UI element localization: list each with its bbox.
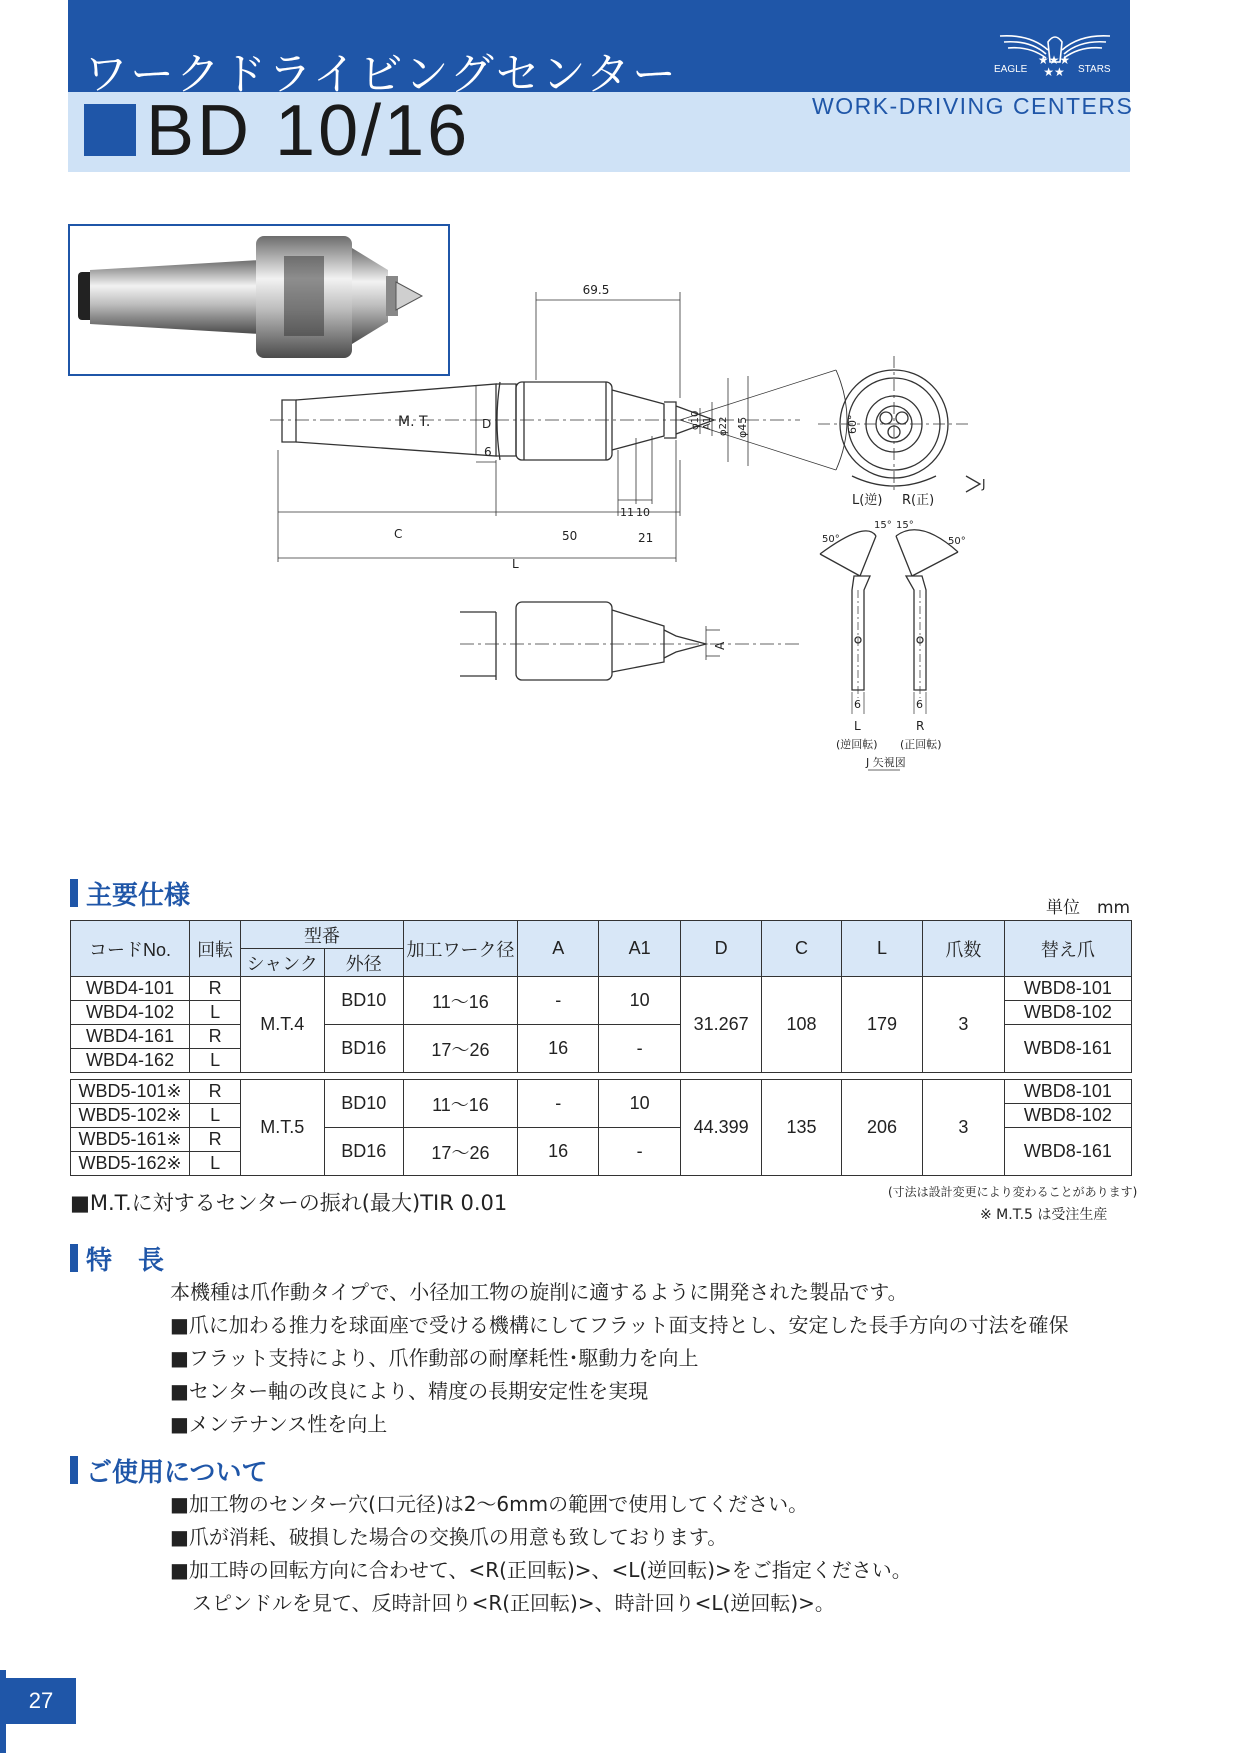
th-code: コードNo.	[71, 921, 190, 977]
angle-50-right: 50°	[948, 536, 966, 547]
dim-21: 21	[638, 531, 654, 545]
th-a: A	[517, 921, 598, 977]
dim-a: A	[713, 641, 727, 650]
eagle-stars-logo	[990, 26, 1120, 86]
dim-l: L	[512, 557, 519, 571]
th-rotation: 回転	[190, 921, 241, 977]
page-title: ワークドライビングセンター	[84, 49, 679, 100]
th-c: C	[762, 921, 841, 977]
dim-6-left: 6	[854, 698, 861, 711]
dim-phi45: φ45	[736, 416, 749, 438]
feature-line: ■爪に加わる推力を球面座で受ける機構にしてフラット面支持とし、安定した長手方向の寸法を確保	[170, 1313, 1069, 1337]
th-shank: シャンク	[241, 949, 324, 977]
dim-phi22: φ22	[718, 416, 729, 436]
th-claws: 爪数	[923, 921, 1004, 977]
mt5-order-note: ※ M.T.5 は受注生産	[980, 1207, 1108, 1223]
usage-line: ■加工物のセンター穴(口元径)は2～6mmの範囲で使用してください。	[170, 1492, 809, 1516]
angle-15-right: 15°	[896, 520, 914, 531]
feature-line: ■メンテナンス性を向上	[170, 1412, 388, 1436]
runout-note: ■M.T.に対するセンターの振れ(最大)TIR 0.01	[70, 1191, 508, 1215]
english-title: WORK-DRIVING CENTERS	[812, 93, 1134, 119]
th-l: L	[841, 921, 922, 977]
table-row: WBD4-101 R M.T.4 BD10 11～16 - 10 31.267 108 179 3 WBD8-101	[71, 977, 1132, 1001]
usage-line: ■加工時の回転方向に合わせて、<R(正回転)>、<L(逆回転)>をご指定ください。	[170, 1558, 912, 1582]
label-reverse-rotation: (逆回転)	[836, 738, 878, 751]
spec-table	[70, 920, 1132, 1176]
label-forward-rotation: (正回転)	[900, 738, 942, 751]
dim-50: 50	[562, 529, 578, 543]
feature-line: 本機種は爪作動タイプで、小径加工物の旋削に適するように開発された製品です。	[170, 1280, 908, 1304]
th-model: 型番	[241, 921, 404, 949]
table-row: WBD5-161※ R BD16 17～26 16 - WBD8-161	[71, 1128, 1132, 1152]
page-number: 27	[6, 1678, 76, 1724]
th-d: D	[680, 921, 761, 977]
dim-69-5: 69.5	[582, 283, 610, 297]
label-d: D	[482, 417, 492, 431]
th-spare: 替え爪	[1004, 921, 1131, 977]
feature-line: ■センター軸の改良により、精度の長期安定性を実現	[170, 1379, 649, 1403]
dim-6: 6	[484, 445, 492, 459]
table-row: WBD4-102 L WBD8-102	[71, 1001, 1132, 1025]
label-j: J	[982, 477, 986, 491]
dim-10: 10	[636, 506, 650, 519]
table-row: WBD5-162※ L	[71, 1152, 1132, 1176]
brand-eagle: EAGLE	[994, 64, 1028, 75]
design-change-note: (寸法は設計変更により変わることがあります)	[888, 1185, 1138, 1199]
unit-label: 単位 mm	[1046, 898, 1131, 918]
table-row: WBD4-161 R BD16 17～26 16 - WBD8-161	[71, 1025, 1132, 1049]
angle-60: 60°	[846, 414, 859, 434]
dim-c: C	[394, 527, 403, 541]
usage-line: スピンドルを見て、反時計回り<R(正回転)>、時計回り<L(逆回転)>。	[192, 1591, 835, 1615]
dim-a1: A1	[702, 416, 713, 430]
dim-11: 11	[620, 506, 634, 519]
label-j-view: J 矢視図	[866, 756, 906, 769]
table-row: WBD5-101※ R M.T.5 BD10 11～16 - 10 44.399 135 206 3 WBD8-101	[71, 1080, 1132, 1104]
label-r-forward: R(正)	[902, 493, 935, 508]
label-mt: M. T.	[398, 414, 431, 430]
th-a1: A1	[599, 921, 680, 977]
label-l-reverse: L(逆)	[852, 493, 883, 508]
angle-15-left: 15°	[874, 520, 892, 531]
svg-text:★★: ★★	[1043, 65, 1065, 79]
table-row: WBD4-162 L	[71, 1049, 1132, 1073]
dim-phi10: φ10	[690, 410, 701, 430]
svg-text:★★★: ★★★	[1037, 53, 1071, 67]
feature-line: ■フラット支持により、爪作動部の耐摩耗性･駆動力を向上	[170, 1346, 699, 1370]
model-title: BD 10/16	[146, 91, 471, 171]
usage-line: ■爪が消耗、破損した場合の交換爪の用意も致しております。	[170, 1525, 728, 1549]
label-r-jaw: R	[916, 719, 925, 733]
table-row: WBD5-102※ L WBD8-102	[71, 1104, 1132, 1128]
dim-6-right: 6	[916, 698, 923, 711]
label-l-jaw: L	[854, 719, 861, 733]
th-outer: 外径	[324, 949, 403, 977]
title-square-marker	[84, 104, 136, 156]
angle-50-left: 50°	[822, 534, 840, 545]
th-work: 加工ワーク径	[403, 921, 517, 977]
technical-drawing	[280, 283, 1120, 860]
brand-stars: STARS	[1078, 64, 1111, 75]
